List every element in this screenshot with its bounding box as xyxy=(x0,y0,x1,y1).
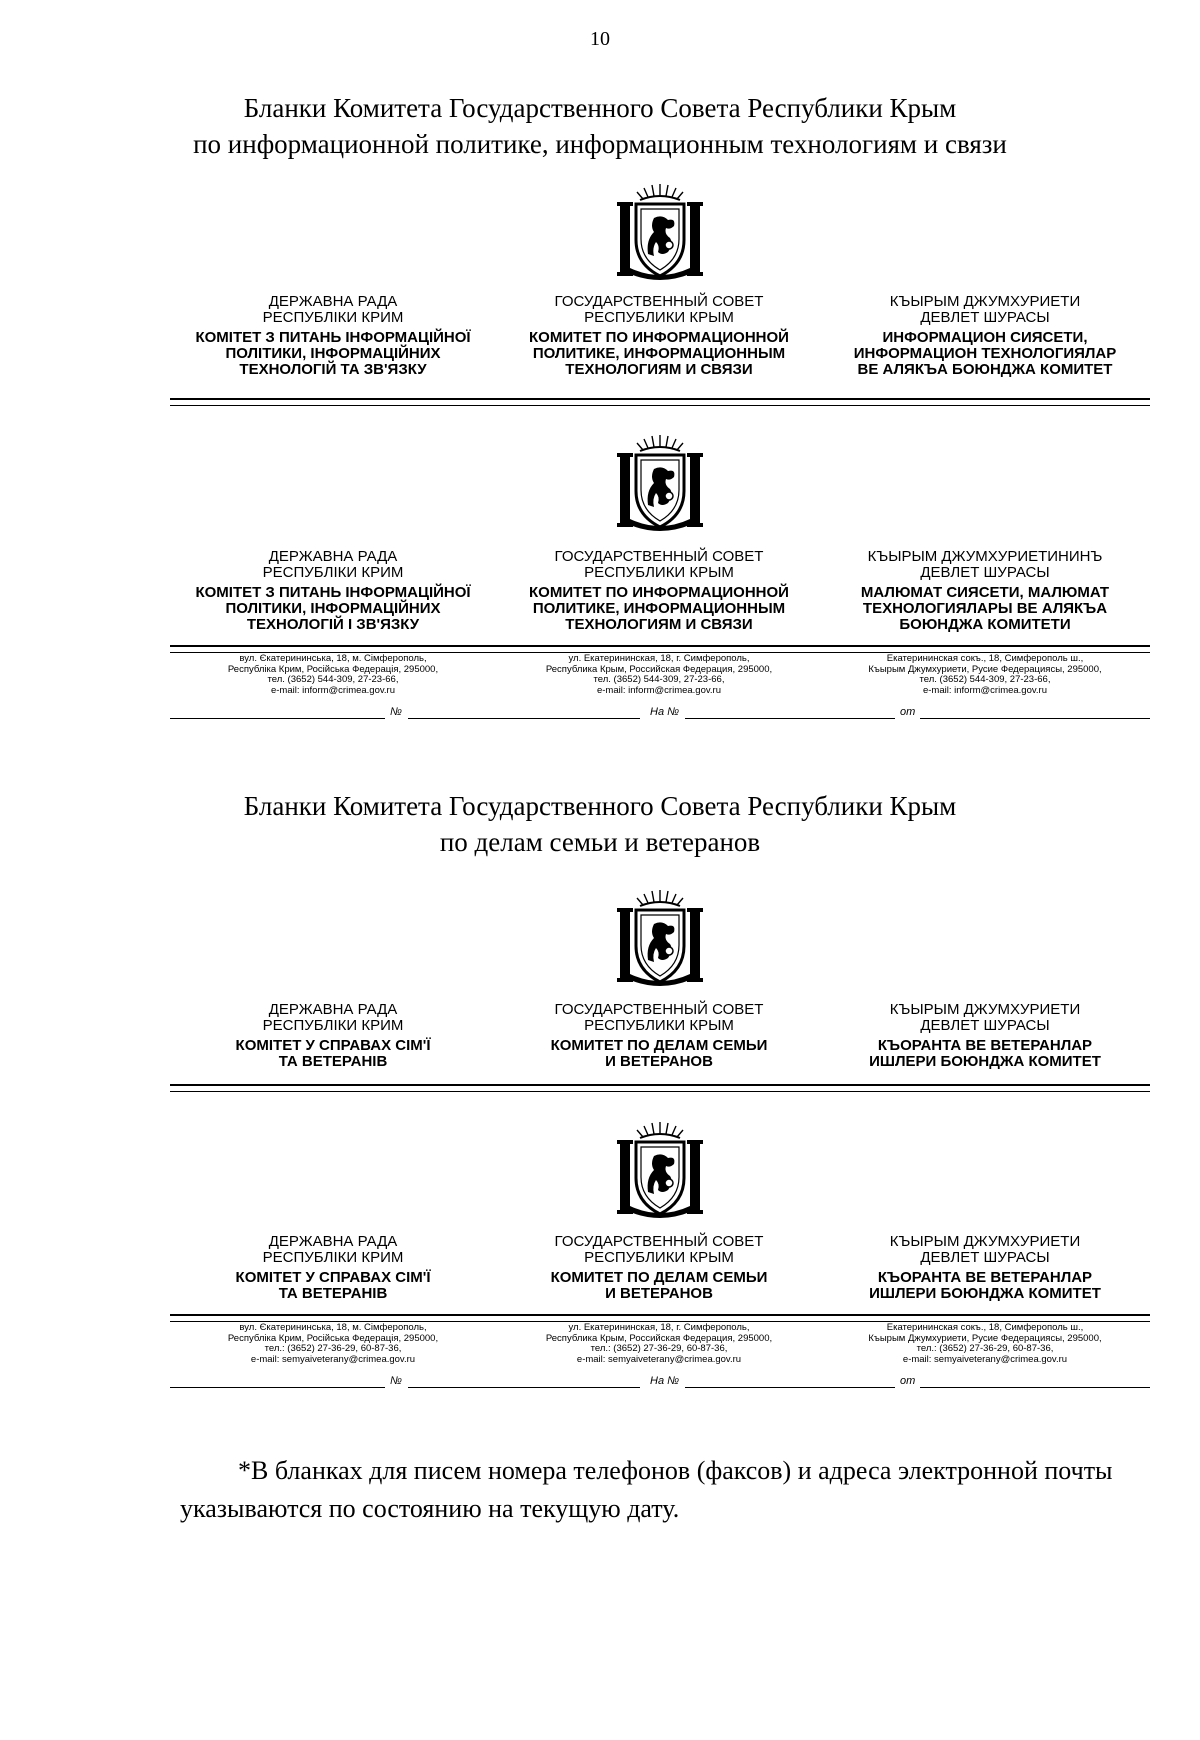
org-line: РЕСПУБЛИКИ КРЫМ xyxy=(584,1017,734,1034)
address-line: тел. (3652) 544-309, 27-23-66, xyxy=(593,674,725,685)
committee-line: КОМІТЕТ У СПРАВАХ СІМ'Ї xyxy=(235,1269,431,1286)
committee-line: КОМІТЕТ У СПРАВАХ СІМ'Ї xyxy=(235,1037,431,1054)
footnote-text: *В бланках для писем номера телефонов (факсов) и адреса электронной почты указываются по состоянию на текущую дату. xyxy=(180,1456,1113,1523)
letterhead-divider xyxy=(170,645,1150,653)
ref-number-field[interactable] xyxy=(170,1375,385,1388)
committee-name xyxy=(822,585,1148,633)
committee-line: КОМИТЕТ ПО ДЕЛАМ СЕМЬИ xyxy=(550,1269,768,1286)
letterhead-column-russian xyxy=(496,1002,822,1070)
org-line: ДЕРЖАВНА РАДА xyxy=(268,293,398,310)
address-block-russian xyxy=(496,1323,822,1365)
letterhead-column-ukrainian xyxy=(170,1002,496,1070)
letterhead-column-russian xyxy=(496,1234,822,1302)
reference-line xyxy=(170,1374,1150,1388)
org-line: КЪЫРЫМ ДЖУМХУРИЕТИ xyxy=(889,1233,1081,1250)
letterhead-column-crimean-tatar xyxy=(822,549,1148,633)
committee-name xyxy=(822,330,1148,378)
committee-line: ТА ВЕТЕРАНІВ xyxy=(278,1285,388,1302)
ref-number-field[interactable] xyxy=(170,706,385,719)
org-line: РЕСПУБЛІКИ КРИМ xyxy=(262,1017,404,1034)
org-line: РЕСПУБЛІКИ КРИМ xyxy=(262,309,404,326)
address-line: тел. (3652) 544-309, 27-23-66, xyxy=(919,674,1051,685)
address-line: вул. Єкатерининська, 18, м. Сімферополь, xyxy=(239,1322,427,1333)
committee-line: МАЛЮМАТ СИЯСЕТИ, МАЛЮМАТ xyxy=(860,584,1110,601)
address-block-ukrainian xyxy=(170,1323,496,1365)
ref-on-number-label: На № xyxy=(650,706,680,718)
letterhead-family-short xyxy=(170,888,1150,1088)
crimea-emblem-icon xyxy=(610,1120,710,1220)
ref-from-label: от xyxy=(900,1375,916,1387)
committee-name xyxy=(170,330,496,378)
letterhead-info-full xyxy=(170,433,1150,733)
letterhead-column-crimean-tatar xyxy=(822,294,1148,378)
org-line: РЕСПУБЛИКИ КРЫМ xyxy=(584,564,734,581)
committee-name xyxy=(170,1038,496,1070)
address-line: e-mail: inform@crimea.gov.ru xyxy=(596,684,722,696)
address-line: тел. (3652) 544-309, 27-23-66, xyxy=(267,674,399,685)
crimea-emblem-icon xyxy=(610,182,710,282)
committee-name xyxy=(496,585,822,633)
address-line: тел.: (3652) 27-36-29, 60-87-36, xyxy=(264,1343,402,1354)
committee-line: ПОЛІТИКИ, ІНФОРМАЦІЙНИХ xyxy=(225,600,441,617)
committee-line: ТЕХНОЛОГІЙ І ЗВ'ЯЗКУ xyxy=(246,616,420,633)
committee-line: КЪОРАНТА ВЕ ВЕТЕРАНЛАР xyxy=(877,1037,1093,1054)
committee-line: ТЕХНОЛОГИЯЛАРЫ ВЕ АЛЯКЪА xyxy=(862,600,1108,617)
org-line: КЪЫРЫМ ДЖУМХУРИЕТИ xyxy=(889,1001,1081,1018)
committee-name xyxy=(822,1038,1148,1070)
letterhead-family-full xyxy=(170,1120,1150,1400)
org-line: ГОСУДАРСТВЕННЫЙ СОВЕТ xyxy=(554,1001,764,1018)
letterhead-divider xyxy=(170,1314,1150,1322)
committee-name xyxy=(496,1270,822,1302)
section-title-line: Бланки Комитета Государственного Совета Республики Крым xyxy=(243,93,957,123)
ref-number-label: № xyxy=(390,706,402,718)
address-line: Республика Крым, Российская Федерация, 295000, xyxy=(545,1332,773,1344)
org-line: РЕСПУБЛІКИ КРИМ xyxy=(262,1249,404,1266)
address-line: e-mail: inform@crimea.gov.ru xyxy=(922,684,1048,696)
org-line: КЪЫРЫМ ДЖУМХУРИЕТИ xyxy=(889,293,1081,310)
address-line: вул. Єкатерининська, 18, м. Сімферополь, xyxy=(239,653,427,664)
committee-name xyxy=(496,330,822,378)
committee-line: КОМИТЕТ ПО ИНФОРМАЦИОННОЙ xyxy=(529,329,789,346)
letterhead-column-russian xyxy=(496,549,822,633)
address-line: Екатерининская сокъ., 18, Симферополь ш., xyxy=(886,653,1084,664)
org-line: ДЕВЛЕТ ШУРАСЫ xyxy=(920,564,1050,581)
committee-name xyxy=(496,1038,822,1070)
section-title-line: по информационной политике, информационным технологиям и связи xyxy=(193,129,1007,159)
org-line: ДЕРЖАВНА РАДА xyxy=(268,548,398,565)
address-line: e-mail: semyaiveterany@crimea.gov.ru xyxy=(902,1353,1068,1365)
org-line: РЕСПУБЛИКИ КРЫМ xyxy=(584,309,734,326)
letterhead-column-ukrainian xyxy=(170,549,496,633)
letterhead-divider xyxy=(170,398,1150,406)
address-line: Къырым Джумхуриети, Русие Федерациясы, 295000, xyxy=(868,1332,1102,1344)
section-title-line: по делам семьи и ветеранов xyxy=(439,827,761,857)
committee-line: ВЕ АЛЯКЪА БОЮНДЖА КОМИТЕТ xyxy=(857,361,1113,378)
letterhead-column-ukrainian xyxy=(170,294,496,378)
committee-line: БОЮНДЖА КОМИТЕТИ xyxy=(899,616,1071,633)
page-number: 10 xyxy=(590,28,610,50)
address-block-crimean-tatar xyxy=(822,1323,1148,1365)
committee-name xyxy=(822,1270,1148,1302)
org-line: ГОСУДАРСТВЕННЫЙ СОВЕТ xyxy=(554,548,764,565)
address-line: Республика Крым, Российская Федерация, 295000, xyxy=(545,663,773,675)
letterhead-column-crimean-tatar xyxy=(822,1234,1148,1302)
committee-line: ТЕХНОЛОГИЯМ И СВЯЗИ xyxy=(565,361,753,378)
org-line: ДЕВЛЕТ ШУРАСЫ xyxy=(920,1249,1050,1266)
ref-from-label: от xyxy=(900,706,916,718)
ref-incoming-number-field[interactable] xyxy=(685,1375,895,1388)
committee-line: ПОЛИТИКЕ, ИНФОРМАЦИОННЫМ xyxy=(532,600,786,617)
letterhead-column-crimean-tatar xyxy=(822,1002,1148,1070)
ref-incoming-date-field[interactable] xyxy=(920,706,1150,719)
section-title xyxy=(0,90,1200,162)
org-line: ДЕРЖАВНА РАДА xyxy=(268,1001,398,1018)
address-line: e-mail: semyaiveterany@crimea.gov.ru xyxy=(250,1353,416,1365)
address-block-ukrainian xyxy=(170,654,496,696)
address-line: тел.: (3652) 27-36-29, 60-87-36, xyxy=(916,1343,1054,1354)
committee-line: ИШЛЕРИ БОЮНДЖА КОМИТЕТ xyxy=(869,1053,1101,1070)
committee-line: ТА ВЕТЕРАНІВ xyxy=(278,1053,388,1070)
committee-name xyxy=(170,1270,496,1302)
committee-line: ПОЛИТИКЕ, ИНФОРМАЦИОННЫМ xyxy=(532,345,786,362)
ref-number-label: № xyxy=(390,1375,402,1387)
address-line: Республіка Крим, Російська Федерація, 295000, xyxy=(227,663,439,675)
committee-line: И ВЕТЕРАНОВ xyxy=(605,1053,713,1070)
committee-line: КЪОРАНТА ВЕ ВЕТЕРАНЛАР xyxy=(877,1269,1093,1286)
committee-line: КОМИТЕТ ПО ИНФОРМАЦИОННОЙ xyxy=(529,584,789,601)
section-title-line: Бланки Комитета Государственного Совета Республики Крым xyxy=(243,791,957,821)
ref-incoming-number-field[interactable] xyxy=(685,706,895,719)
org-line: ДЕВЛЕТ ШУРАСЫ xyxy=(920,309,1050,326)
reference-line xyxy=(170,705,1150,719)
ref-date-field[interactable] xyxy=(408,706,640,719)
address-block-russian xyxy=(496,654,822,696)
org-line: ГОСУДАРСТВЕННЫЙ СОВЕТ xyxy=(554,293,764,310)
org-line: РЕСПУБЛІКИ КРИМ xyxy=(262,564,404,581)
committee-line: ТЕХНОЛОГІЙ ТА ЗВ'ЯЗКУ xyxy=(239,361,427,378)
org-line: РЕСПУБЛИКИ КРЫМ xyxy=(584,1249,734,1266)
committee-line: ТЕХНОЛОГИЯМ И СВЯЗИ xyxy=(565,616,753,633)
letterhead-column-ukrainian xyxy=(170,1234,496,1302)
letterhead-info-short xyxy=(170,182,1150,378)
committee-line: ИШЛЕРИ БОЮНДЖА КОМИТЕТ xyxy=(869,1285,1101,1302)
letterhead-divider xyxy=(170,1084,1150,1092)
address-line: e-mail: inform@crimea.gov.ru xyxy=(270,684,396,696)
ref-on-number-label: На № xyxy=(650,1375,680,1387)
address-line: e-mail: semyaiveterany@crimea.gov.ru xyxy=(576,1353,742,1365)
address-line: Къырым Джумхуриети, Русие Федерациясы, 295000, xyxy=(868,663,1102,675)
address-line: Республіка Крим, Російська Федерація, 295000, xyxy=(227,1332,439,1344)
org-line: ДЕРЖАВНА РАДА xyxy=(268,1233,398,1250)
committee-line: КОМІТЕТ З ПИТАНЬ ІНФОРМАЦІЙНОЇ xyxy=(195,329,471,346)
org-line: ГОСУДАРСТВЕННЫЙ СОВЕТ xyxy=(554,1233,764,1250)
committee-line: ПОЛІТИКИ, ІНФОРМАЦІЙНИХ xyxy=(225,345,441,362)
committee-name xyxy=(170,585,496,633)
committee-line: КОМІТЕТ З ПИТАНЬ ІНФОРМАЦІЙНОЇ xyxy=(195,584,471,601)
address-line: ул. Екатерининская, 18, г. Симферополь, xyxy=(568,653,750,664)
address-line: Екатерининская сокъ., 18, Симферополь ш., xyxy=(886,1322,1084,1333)
committee-line: И ВЕТЕРАНОВ xyxy=(605,1285,713,1302)
ref-date-field[interactable] xyxy=(408,1375,640,1388)
address-block-crimean-tatar xyxy=(822,654,1148,696)
crimea-emblem-icon xyxy=(610,433,710,533)
crimea-emblem-icon xyxy=(610,888,710,988)
org-line: КЪЫРЫМ ДЖУМХУРИЕТИНИНЪ xyxy=(867,548,1103,565)
section-title xyxy=(0,788,1200,860)
org-line: ДЕВЛЕТ ШУРАСЫ xyxy=(920,1017,1050,1034)
committee-line: ИНФОРМАЦИОН ТЕХНОЛОГИЯЛАР xyxy=(853,345,1117,362)
address-line: тел.: (3652) 27-36-29, 60-87-36, xyxy=(590,1343,728,1354)
committee-line: ИНФОРМАЦИОН СИЯСЕТИ, xyxy=(882,329,1088,346)
footnote xyxy=(180,1452,1140,1528)
committee-line: КОМИТЕТ ПО ДЕЛАМ СЕМЬИ xyxy=(550,1037,768,1054)
letterhead-column-russian xyxy=(496,294,822,378)
ref-incoming-date-field[interactable] xyxy=(920,1375,1150,1388)
address-line: ул. Екатерининская, 18, г. Симферополь, xyxy=(568,1322,750,1333)
